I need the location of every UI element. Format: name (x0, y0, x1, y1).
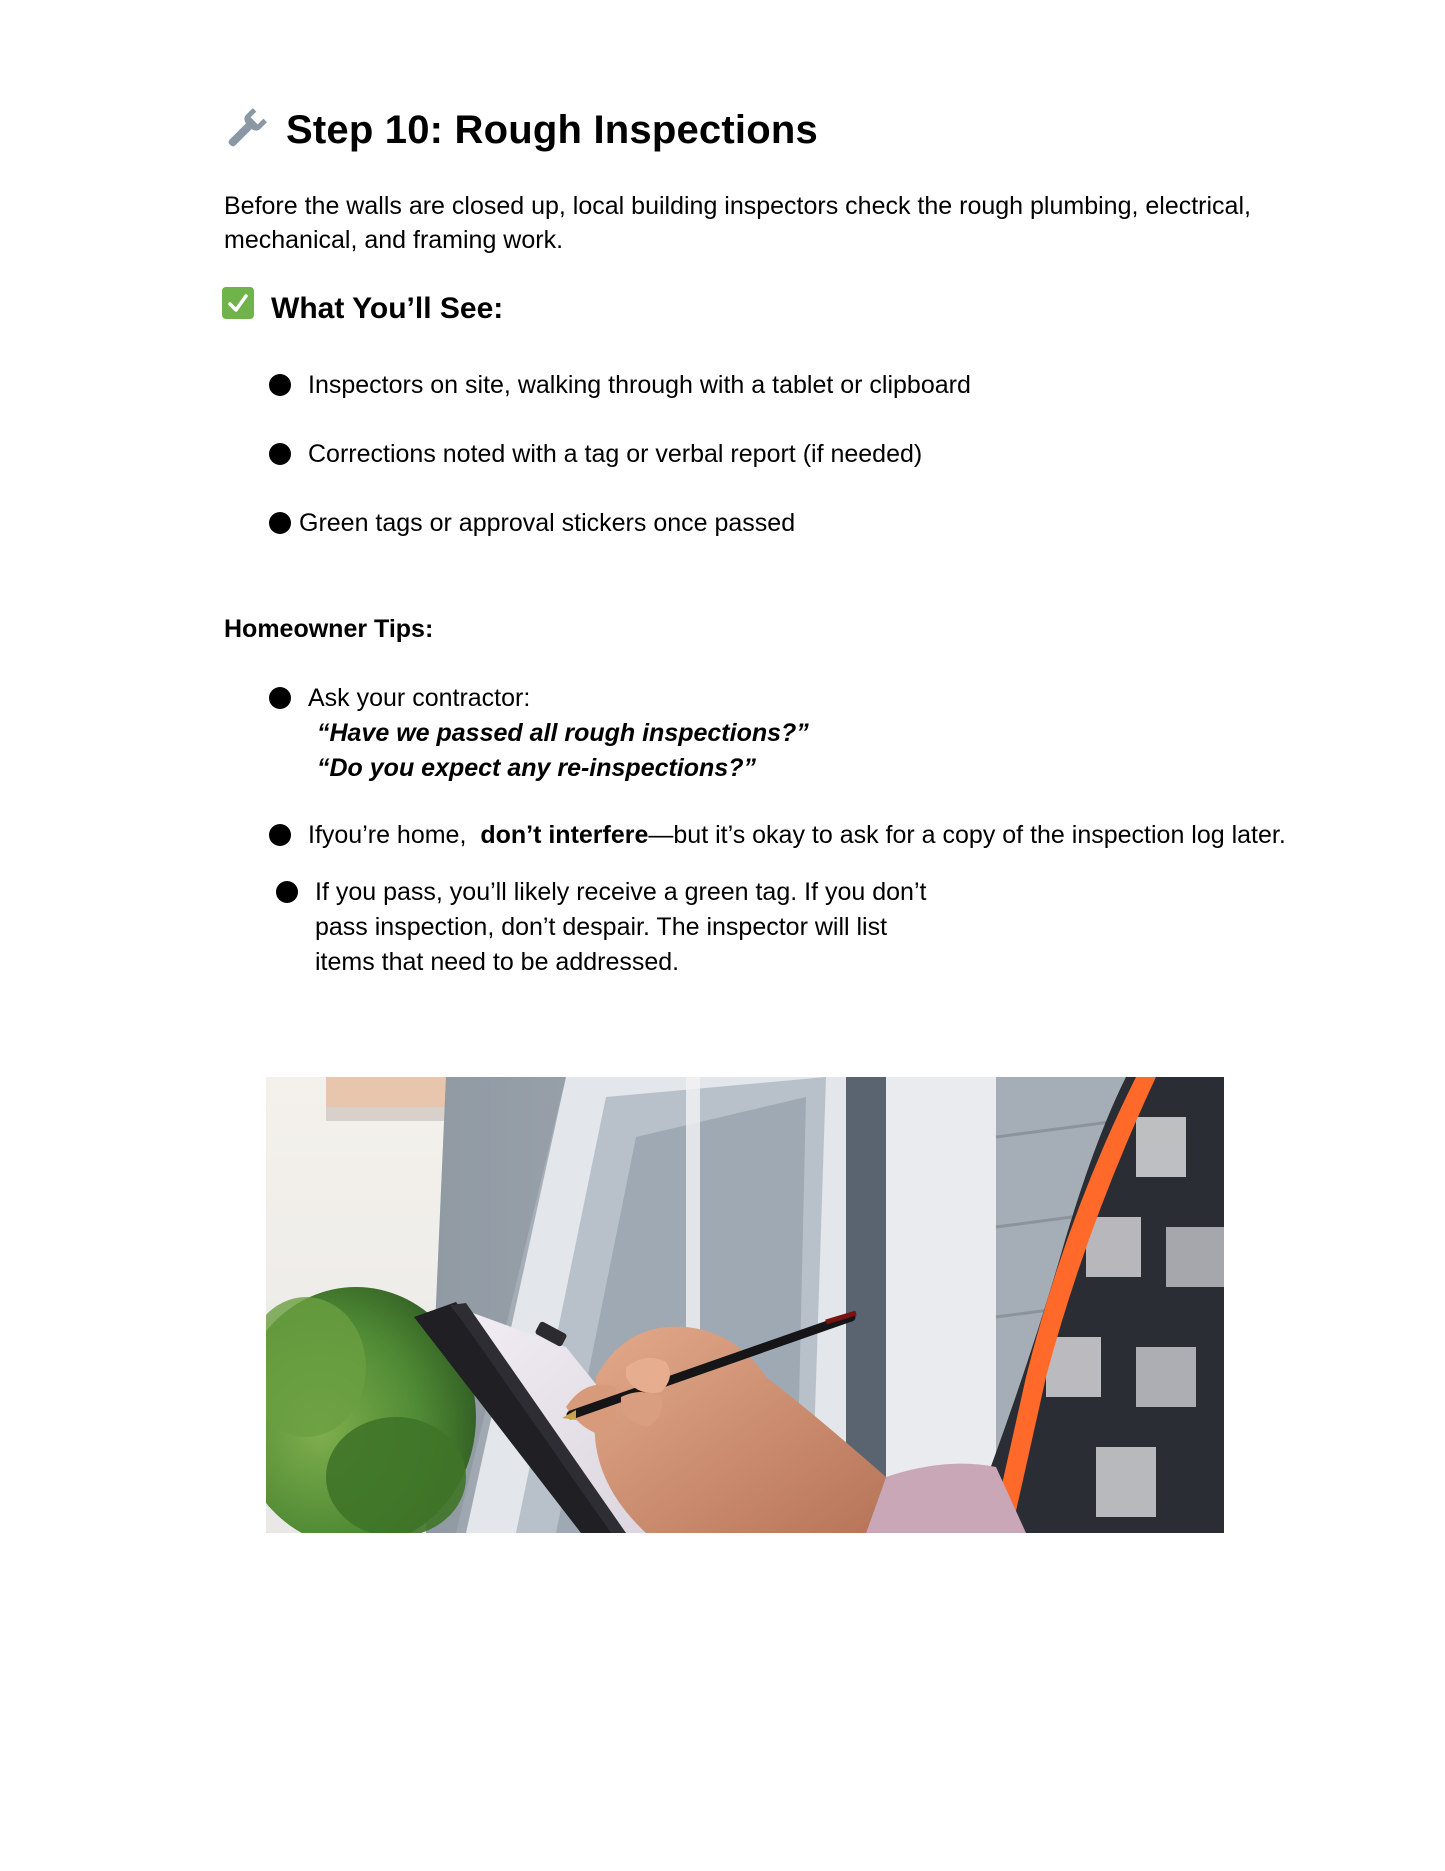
ask-lead: Ask your contractor: (308, 684, 531, 712)
list-item (276, 875, 926, 980)
list-item (269, 818, 1286, 853)
list-item (269, 368, 971, 403)
bullet-icon (269, 374, 291, 396)
wrench-icon (222, 107, 268, 153)
section-heading-homeowner-tips: Homeowner Tips: (224, 615, 434, 643)
bullet-icon (269, 824, 291, 846)
list-item-text: Inspectors on site, walking through with a tablet or clipboard (308, 371, 971, 399)
list-item (269, 506, 795, 541)
home-lead: Ifyou’re home, (308, 821, 467, 849)
home-rest: —but it’s okay to ask for a copy of the inspection log later. (648, 821, 1286, 849)
see-heading-text: What You’ll See: (271, 292, 504, 325)
bullet-icon (269, 687, 291, 709)
intro-paragraph: Before the walls are closed up, local building inspectors check the rough plumbing, electrical, mechanical, and framing work. (224, 192, 1251, 254)
list-item (269, 437, 922, 472)
quote-re-inspections: “Do you expect any re-inspections?” (317, 754, 756, 782)
list-item-text (315, 875, 926, 980)
pass-line-2: pass inspection, don’t despair. The inspector will list (315, 913, 888, 941)
list-item (269, 681, 809, 786)
bullet-icon (269, 512, 291, 534)
bullet-icon (269, 443, 291, 465)
list-item-text: Corrections noted with a tag or verbal report (if needed) (308, 440, 923, 468)
inspector-clipboard-photo (266, 1077, 1224, 1533)
home-bold: don’t interfere (480, 821, 649, 849)
page-title (222, 100, 818, 160)
list-item-text: Green tags or approval stickers once passed (299, 509, 796, 537)
pass-line-1: If you pass, you’ll likely receive a green tag. If you don’t (315, 878, 927, 906)
title-text: Step 10: Rough Inspections (286, 107, 818, 152)
list-item-text (308, 681, 809, 786)
check-mark-icon (222, 287, 254, 319)
bullet-icon (276, 881, 298, 903)
section-heading-what-youll-see (222, 292, 503, 326)
list-item-text (308, 818, 1286, 853)
pass-line-3: items that need to be addressed. (315, 948, 680, 976)
quote-rough-inspections: “Have we passed all rough inspections?” (317, 719, 809, 747)
